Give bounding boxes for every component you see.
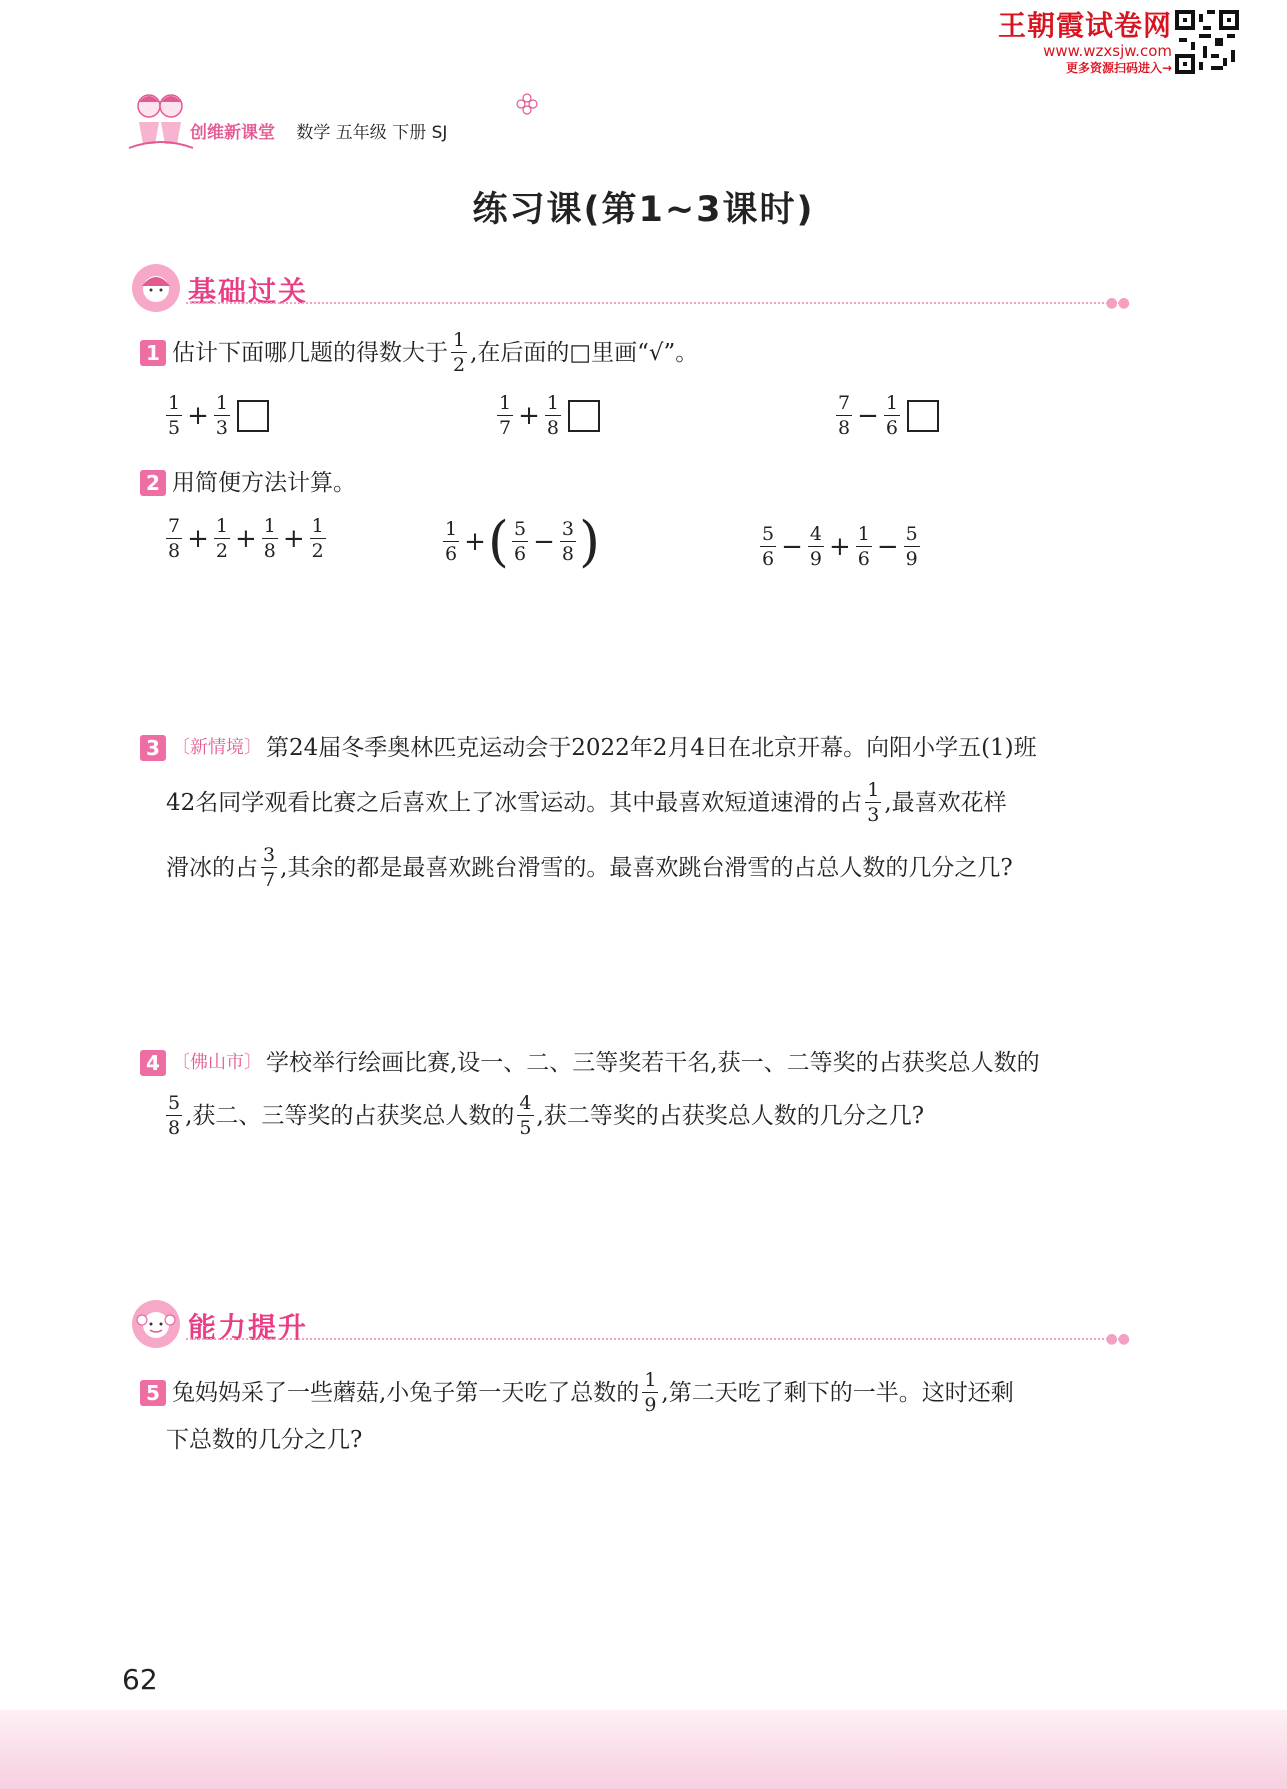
numerator: 1 <box>215 392 228 414</box>
operator: − <box>781 531 803 562</box>
denominator: 9 <box>905 548 918 570</box>
flower-icon <box>515 92 539 116</box>
denominator: 3 <box>867 804 880 826</box>
denominator: 3 <box>215 417 228 439</box>
book-line <box>190 118 447 143</box>
question-number: 5 <box>140 1380 166 1406</box>
q1-item-3 <box>833 393 939 438</box>
q5-line-1a: 兔妈妈采了一些蘑菇,小兔子第一天吃了总数的 <box>172 1379 640 1406</box>
operator: + <box>187 523 209 554</box>
question-5-line-2: 下总数的几分之几? <box>166 1427 363 1453</box>
denominator: 6 <box>762 548 775 570</box>
q4-line-2a: ,获二、三等奖的占获奖总人数的 <box>185 1102 515 1129</box>
operator: + <box>518 400 540 431</box>
numerator: 5 <box>513 518 527 540</box>
question-number: 3 <box>140 735 166 761</box>
q3-line-2a: 42名同学观看比赛之后喜欢上了冰雪运动。其中最喜欢短道速滑的占 <box>166 789 863 816</box>
denominator: 6 <box>445 543 458 565</box>
section-advanced <box>130 1298 1130 1358</box>
denominator: 6 <box>857 548 870 570</box>
numerator: 1 <box>168 392 181 414</box>
book-info: 数学 五年级 下册 SJ <box>296 123 448 143</box>
numerator: 1 <box>215 515 228 537</box>
question-number: 2 <box>140 470 166 496</box>
section-label: 能力提升 <box>188 1311 309 1344</box>
girl-badge-icon <box>130 262 182 314</box>
question-4-line-2 <box>163 1093 924 1138</box>
numerator: 7 <box>168 515 181 537</box>
numerator: 1 <box>445 518 458 540</box>
numerator: 1 <box>867 779 880 801</box>
operator: + <box>282 523 305 554</box>
numerator: 1 <box>453 329 466 351</box>
operator: − <box>533 526 555 557</box>
operator: + <box>187 400 209 431</box>
left-paren: ( <box>487 510 509 573</box>
q3-line-3a: 滑冰的占 <box>166 854 258 881</box>
denominator: 7 <box>263 869 276 891</box>
question-tag: 〔新情境〕 <box>172 737 262 758</box>
operator: + <box>234 523 257 554</box>
answer-checkbox[interactable] <box>237 400 269 432</box>
numerator: 1 <box>857 523 870 545</box>
numerator: 1 <box>263 515 276 537</box>
question-number: 4 <box>140 1050 166 1076</box>
question-number: 1 <box>140 340 166 366</box>
numerator: 5 <box>168 1092 181 1114</box>
denominator: 8 <box>561 543 574 565</box>
answer-checkbox[interactable] <box>568 400 600 432</box>
denominator: 5 <box>519 1117 532 1139</box>
numerator: 1 <box>885 392 898 414</box>
question-3-line-2 <box>166 780 1007 825</box>
numerator: 1 <box>644 1369 657 1391</box>
denominator: 8 <box>838 417 851 439</box>
question-tag: 〔佛山市〕 <box>172 1052 262 1073</box>
denominator: 2 <box>311 540 324 562</box>
numerator: 1 <box>546 392 559 414</box>
q1-text-b: ,在后面的□里画“√”。 <box>470 339 699 366</box>
q3-line-3b: ,其余的都是最喜欢跳台滑雪的。最喜欢跳台滑雪的占总人数的几分之几? <box>280 854 1013 881</box>
numerator: 7 <box>838 392 851 414</box>
qr-code-icon[interactable] <box>1175 10 1239 74</box>
denominator: 2 <box>215 540 228 562</box>
q2-expression-2 <box>440 510 600 573</box>
q4-line-2b: ,获二等奖的占获奖总人数的几分之几? <box>536 1102 925 1129</box>
numerator: 3 <box>561 518 574 540</box>
monkey-badge-icon <box>130 1298 182 1350</box>
denominator: 8 <box>168 540 181 562</box>
numerator: 1 <box>311 515 324 537</box>
dots-icon: ●● <box>1105 1331 1130 1347</box>
numerator: 4 <box>519 1092 532 1114</box>
section-divider <box>186 302 1120 304</box>
operator: + <box>464 526 486 557</box>
dots-icon: ●● <box>1105 295 1130 311</box>
denominator: 2 <box>453 354 466 376</box>
question-3-line-1 <box>140 733 1037 763</box>
numerator: 3 <box>263 844 276 866</box>
q1-text-a: 估计下面哪几题的得数大于 <box>172 339 448 366</box>
q1-item-2 <box>494 393 600 438</box>
denominator: 9 <box>809 548 822 570</box>
brand-tip: 更多资源扫码进入→ <box>1065 61 1172 75</box>
question-3-line-3 <box>166 845 1013 890</box>
operator: − <box>876 531 899 562</box>
footer-band <box>0 1710 1287 1789</box>
denominator: 8 <box>168 1117 181 1139</box>
section-divider <box>186 1338 1120 1340</box>
brand-name: 王朝霞试卷网 <box>997 9 1172 42</box>
denominator: 7 <box>499 417 512 439</box>
kids-mascot-icon <box>125 88 197 152</box>
q4-line-1: 学校举行绘画比赛,设一、二、三等奖若干名,获一、二等奖的占获奖总人数的 <box>266 1050 1040 1076</box>
q5-line-1b: ,第二天吃了剩下的一半。这时还剩 <box>661 1379 1014 1406</box>
question-1 <box>140 330 698 375</box>
series-name: 创维新课堂 <box>190 123 275 143</box>
brand-block <box>998 10 1172 76</box>
brand-url[interactable]: www.wzxsjw.com <box>1043 42 1172 60</box>
fraction <box>451 330 467 375</box>
operator: + <box>828 531 851 562</box>
right-paren: ) <box>578 510 601 573</box>
q2-expression-1 <box>163 516 329 561</box>
numerator: 4 <box>809 523 822 545</box>
numerator: 5 <box>762 523 775 545</box>
answer-checkbox[interactable] <box>907 400 939 432</box>
denominator: 6 <box>513 543 527 565</box>
q3-line-2b: ,最喜欢花样 <box>884 789 1007 816</box>
operator: − <box>857 400 879 431</box>
q2-text: 用简便方法计算。 <box>172 470 356 496</box>
q1-item-1 <box>163 393 269 438</box>
section-label: 基础过关 <box>188 275 309 308</box>
denominator: 5 <box>168 417 181 439</box>
denominator: 9 <box>644 1394 657 1416</box>
page-number: 62 <box>122 1663 158 1696</box>
section-basic <box>130 262 1130 322</box>
numerator: 5 <box>905 523 918 545</box>
question-5-line-1 <box>140 1370 1014 1415</box>
q2-expression-3 <box>757 524 923 569</box>
q3-line-1: 第24届冬季奥林匹克运动会于2022年2月4日在北京开幕。向阳小学五(1)班 <box>266 735 1037 761</box>
denominator: 8 <box>546 417 559 439</box>
numerator: 1 <box>499 392 512 414</box>
question-4-line-1 <box>140 1048 1040 1078</box>
denominator: 8 <box>263 540 276 562</box>
question-2 <box>140 468 356 498</box>
denominator: 6 <box>885 417 898 439</box>
page-title: 练习课(第1~3课时) <box>472 190 815 230</box>
